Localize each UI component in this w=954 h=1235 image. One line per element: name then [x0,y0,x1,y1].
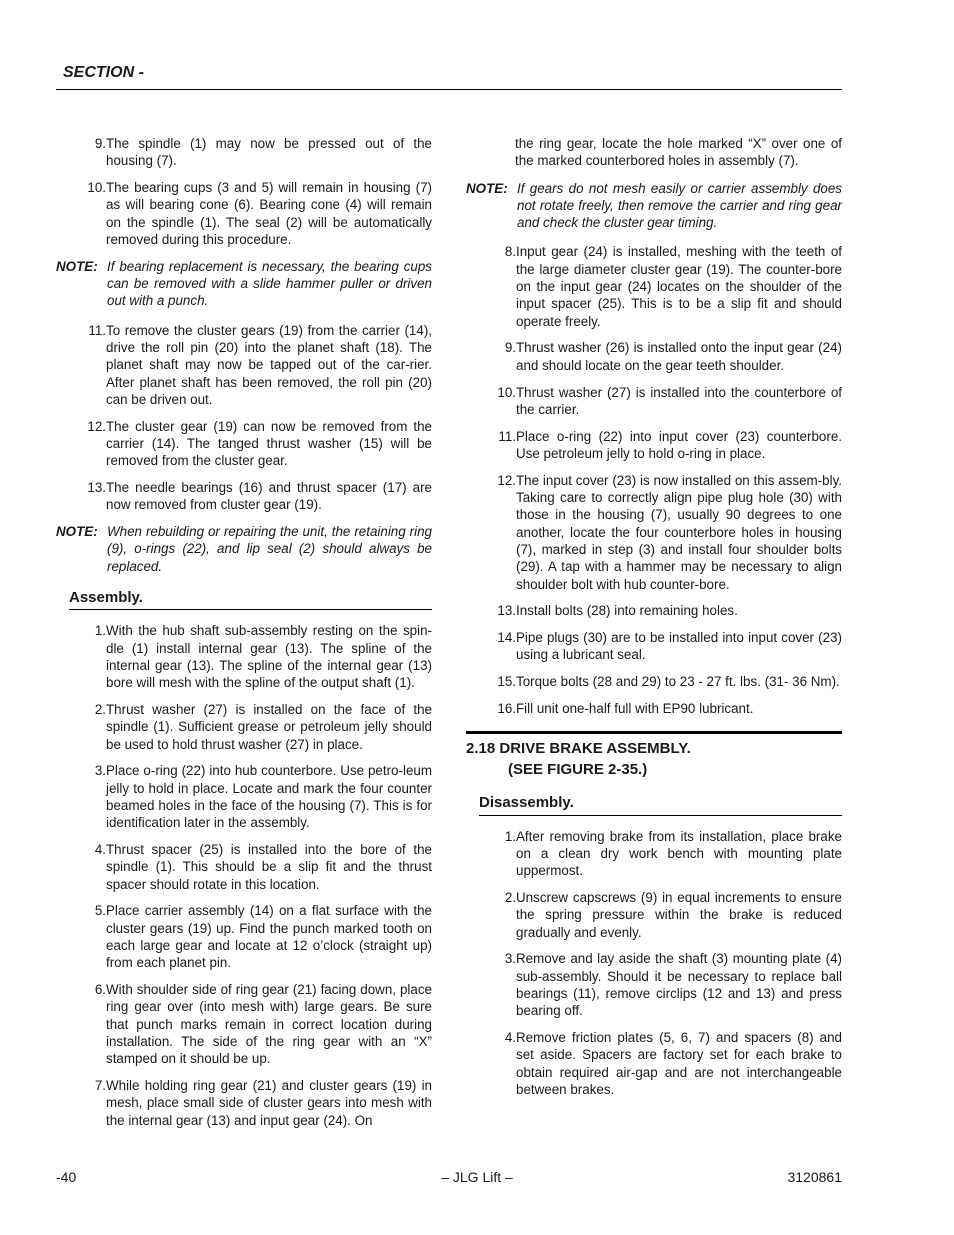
item-text: The needle bearings (16) and thrust spacer (17) are now removed from cluster gear (19). [106,480,432,513]
header-rule [56,89,842,90]
list-item [56,418,432,470]
right-column [466,135,842,1108]
item-text: The bearing cups (3 and 5) will remain in housing (7) as will bearing cone (6). Bearing cone (4) will remain on the spindle (1). The seal (2) will be automatically removed during this procedure. [106,180,432,247]
item-number: 10. [87,180,106,196]
item-number: 5. [94,903,106,919]
list-item [466,472,842,593]
list-item [466,428,842,463]
left-column [56,135,432,1139]
item-text: With shoulder side of ring gear (21) facing down, place ring gear over (into mesh with) large gears. Be sure that punch marks remain in correct location during installation. The side of the ring gear with an “X” stamped on it should be up. [106,982,432,1067]
section-header: SECTION - [63,64,144,81]
item-number: 7. [94,1078,106,1094]
note-text: When rebuilding or repairing the unit, the retaining ring (9), o-rings (22), and lip seal (2) should always be replaced. [107,524,432,574]
item-text: Place o-ring (22) into input cover (23) counterbore. Use petroleum jelly to hold o-ring in place. [516,428,842,461]
section-heading-line1: 2.18 DRIVE BRAKE ASSEMBLY. [466,740,691,758]
item-text: Pipe plugs (30) are to be installed into input cover (23) using a lubricant seal. [516,630,842,663]
disassembly-heading: Disassembly. [479,794,842,815]
item-text: Place carrier assembly (14) on a flat surface with the cluster gears (19) up. Find the punch marked tooth on each large gear and locate at 12 o’clock (straight up) from each planet pin. [106,903,432,971]
item-number: 3. [504,951,516,967]
item-number: 2. [94,702,106,718]
item-text: The input cover (23) is now installed on this assem-bly. Taking care to correctly align pipe plug hole (30) with those in the housing (7), usually 90 degrees to one another, locate the four counterbore holes in housing (7), marked in step (3) and install four shoulder bolts (29). A tap with a hammer may be necessary to align shoulder bolt with hub counter-bore. [516,472,842,592]
item-text: Remove friction plates (5, 6, 7) and spacers (8) and set aside. Spacers are factory set for each brake to obtain required air-gap and are not interchangeable between brakes. [516,1030,842,1097]
list-item [56,179,432,248]
item-text: Unscrew capscrews (9) in equal increments to ensure the spring pressure within the brake is reduced gradually and evenly. [516,890,842,940]
list-item [466,700,842,717]
list-item [56,981,432,1067]
list-item [466,889,842,941]
item-text: Fill unit one-half full with EP90 lubricant. [516,701,754,717]
page-number: -40 [56,1169,77,1185]
item-text: Place o-ring (22) into hub counterbore. Use petro-leum jelly to hold in place. Locate and mark the four counter beamed holes in the face of the housing (7). This is for identification later in the assembly. [106,763,432,831]
note-text: If gears do not mesh easily or carrier assembly does not rotate freely, then remove the carrier and ring gear and check the cluster gear timing. [517,180,842,231]
item-text: To remove the cluster gears (19) from the carrier (14), drive the roll pin (20) into the planet shaft (18). The planet shaft may now be tapped out of the car-rier. After planet shaft has been removed, the roll pin (20) can be driven out. [106,322,432,407]
item-text: Thrust washer (26) is installed onto the input gear (24) and should locate on the gear teeth shoulder. [516,340,842,373]
item-number: 9. [504,340,516,356]
item-number: 6. [94,982,106,998]
item-number: 11. [88,322,106,338]
note-label: NOTE: [56,524,98,540]
item-number: 4. [504,1030,516,1046]
item-number: 9. [94,136,106,151]
note-text: If bearing replacement is necessary, the bearing cups can be removed with a slide hammer puller or driven out with a punch. [107,258,432,309]
item-number: 1. [94,623,106,639]
item-number: 15. [497,674,516,690]
list-item [466,673,842,690]
continuation-text: the ring gear, locate the hole marked “X” over one of the marked counterbored holes in assembly (7). [515,136,842,169]
list-item [466,950,842,1019]
list-item [466,243,842,329]
item-number: 2. [504,890,516,905]
item-number: 8. [504,244,516,260]
footer-brand: – JLG Lift – [441,1169,513,1185]
list-item [56,902,432,971]
assembly-heading: Assembly. [69,589,432,610]
list-item [466,1029,842,1098]
item-number: 14. [497,630,516,646]
item-number: 4. [94,842,106,858]
list-item [466,339,842,374]
item-text: With the hub shaft sub-assembly resting on the spin-dle (1) install internal gear (13). The spline of the internal gear (13). The spline of the internal gear (13) bore will mesh with the spline of the output shaft (1). [106,623,432,691]
note-block [56,523,432,575]
item-number: 10. [497,384,516,400]
list-item [56,701,432,753]
note-label: NOTE: [466,180,508,196]
item-text: The cluster gear (19) can now be removed from the carrier (14). The tanged thrust washer (15) will be removed from the cluster gear. [106,418,432,469]
item-text: Thrust washer (27) is installed on the face of the spindle (1). Sufficient grease or petroleum jelly should be used to hold thrust washer (27) in place. [106,702,432,752]
item-number: 1. [504,828,516,844]
item-number: 13. [87,480,106,496]
item-number: 12. [497,472,516,488]
list-item [56,135,432,170]
list-item [56,1077,432,1129]
item-text: Thrust washer (27) is installed into the counterbore of the carrier. [516,384,842,417]
item-text: Input gear (24) is installed, meshing with the teeth of the large diameter cluster gear (19). The counter-bore on the input gear (24) locates on the shoulder of the input spacer (25). This is to be a slip fit and should operate freely. [516,244,842,329]
list-item [56,841,432,893]
list-item [466,828,842,880]
item-text: While holding ring gear (21) and cluster gears (19) in mesh, place small side of cluster gears into mesh with the internal gear (13) and input gear (24). On [106,1078,432,1128]
item-text: Thrust spacer (25) is installed into the bore of the spindle (1). This should be a slip fit and the thrust spacer should rotate in this location. [106,842,432,892]
list-item [466,629,842,664]
document-number: 3120861 [787,1169,842,1185]
section-heading [466,731,842,780]
list-item [56,762,432,831]
list-item [56,479,432,514]
item-text: Torque bolts (28 and 29) to 23 - 27 ft. lbs. (31- 36 Nm). [516,674,840,690]
item-text: Install bolts (28) into remaining holes. [516,603,738,619]
item-number: 12. [87,418,106,434]
list-item [466,384,842,419]
item-number: 16. [497,701,516,717]
list-item [56,322,432,408]
item-text: Remove and lay aside the shaft (3) mounting plate (4) sub-assembly. Should it be necessary to replace ball bearings (11), remove circlips (12 and 13) and press bearing off. [516,951,842,1019]
item-text: The spindle (1) may now be pressed out of the housing (7). [106,136,432,169]
item-number: 3. [94,763,106,779]
note-label: NOTE: [56,258,98,274]
note-block [466,180,842,232]
item-number: 13. [497,603,516,619]
item-number: 11. [498,428,516,444]
note-block [56,258,432,310]
item-text: After removing brake from its installation, place brake on a clean dry work bench with mounting plate uppermost. [516,828,842,879]
list-item [56,622,432,691]
list-item [466,602,842,619]
section-heading-line2: (SEE FIGURE 2-35.) [508,761,648,779]
